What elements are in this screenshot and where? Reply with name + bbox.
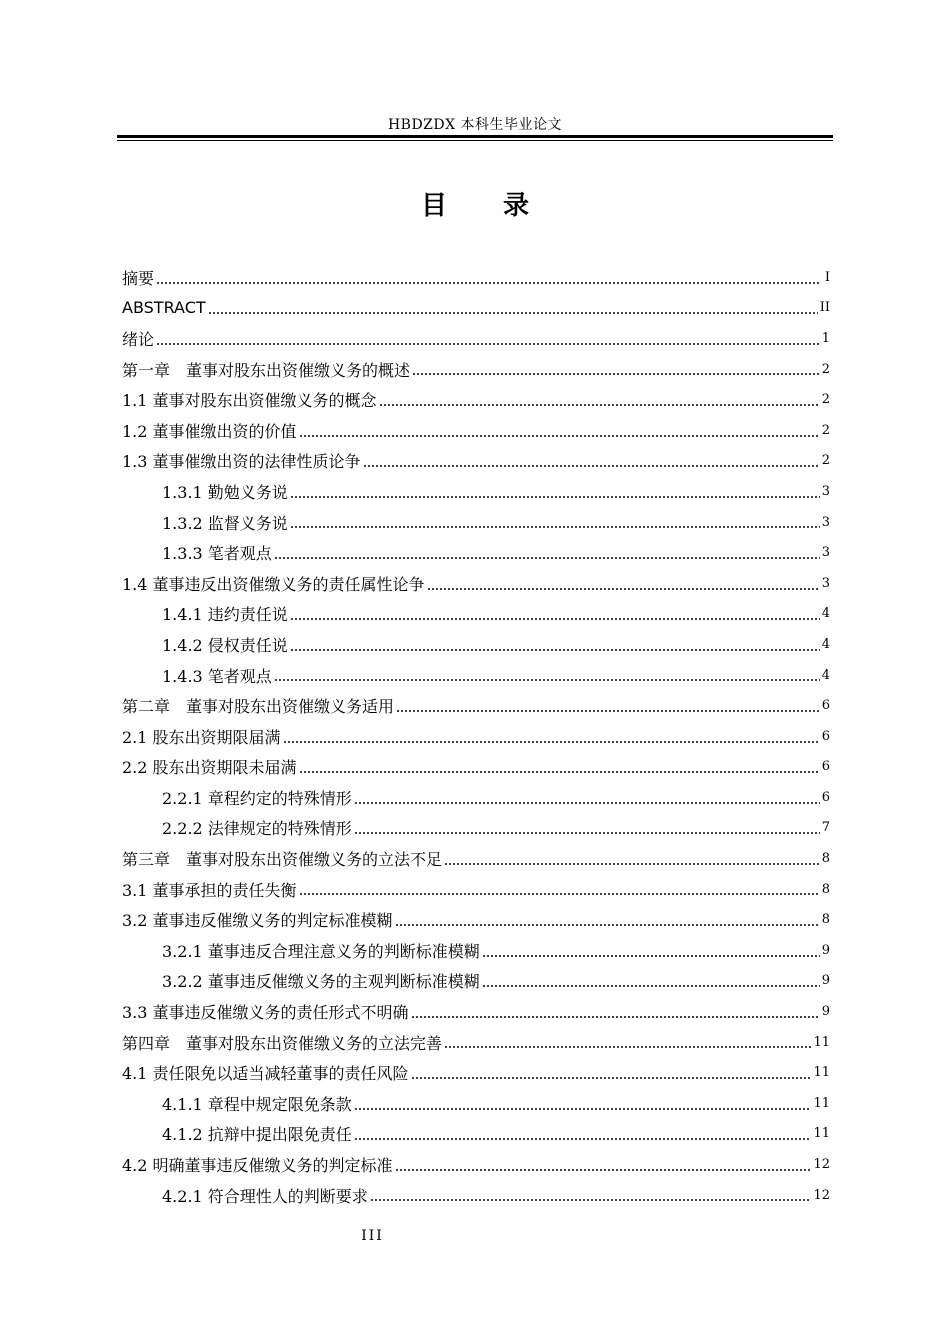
toc-dot-leader — [395, 924, 820, 926]
toc-entry[interactable] — [122, 323, 830, 354]
toc-entry[interactable] — [122, 660, 830, 691]
toc-entry[interactable] — [122, 1180, 830, 1211]
toc-dot-leader — [290, 526, 820, 528]
toc-entry-label: 1.4.1 违约责任说 — [162, 605, 288, 625]
toc-dot-leader — [379, 404, 820, 406]
toc-entry-page: 2 — [821, 453, 830, 469]
toc-dot-leader — [299, 771, 820, 773]
toc-entry-page: 6 — [821, 759, 830, 775]
toc-entry[interactable] — [122, 1027, 830, 1058]
toc-dot-leader — [427, 588, 820, 590]
toc-entry[interactable] — [122, 843, 830, 874]
toc-dot-leader — [290, 618, 820, 620]
toc-entry-page: 8 — [821, 851, 830, 867]
toc-entry-page: 9 — [821, 1004, 830, 1020]
toc-entry-label: 4.1.2 抗辩中提出限免责任 — [162, 1125, 352, 1145]
toc-entry-label: 4.1 责任限免以适当减轻董事的责任风险 — [122, 1064, 409, 1084]
toc-entry-label: 1.4.3 笔者观点 — [162, 666, 272, 686]
toc-entry-page: 6 — [821, 728, 830, 744]
toc-entry-label: 1.3.3 笔者观点 — [162, 544, 272, 564]
toc-entry[interactable] — [122, 1149, 830, 1180]
toc-entry-label: 第三章 董事对股东出资催缴义务的立法不足 — [122, 850, 443, 870]
toc-entry-page: 6 — [821, 789, 830, 805]
toc-dot-leader — [412, 373, 820, 375]
toc-entry[interactable] — [122, 813, 830, 844]
toc-dot-leader — [444, 1046, 811, 1048]
toc-dot-leader — [482, 955, 820, 957]
toc-entry-label: 1.3.2 监督义务说 — [162, 513, 288, 533]
toc-entry-label: 1.4.2 侵权责任说 — [162, 635, 288, 655]
toc-entry-page: 3 — [821, 514, 830, 530]
toc-dot-leader — [354, 802, 820, 804]
toc-entry-page: 2 — [821, 392, 830, 408]
toc-entry-label: 4.2.1 符合理性人的判断要求 — [162, 1186, 368, 1206]
toc-entry-label: 2.2.1 章程约定的特殊情形 — [162, 788, 352, 808]
toc-dot-leader — [299, 435, 820, 437]
toc-entry-page: I — [824, 269, 830, 285]
toc-entry-page: 8 — [821, 912, 830, 928]
toc-entry-label: 摘要 — [122, 268, 155, 288]
toc-entry[interactable] — [122, 537, 830, 568]
toc-entry-label: 4.1.1 章程中规定限免条款 — [162, 1094, 352, 1114]
toc-dot-leader — [156, 282, 820, 284]
page-number: III — [361, 1228, 384, 1244]
toc-entry-page: 2 — [821, 361, 830, 377]
table-of-contents — [122, 262, 830, 1210]
toc-dot-leader — [290, 496, 820, 498]
toc-entry-page: 12 — [813, 1157, 830, 1173]
toc-entry-page: 11 — [813, 1034, 830, 1050]
toc-entry[interactable] — [122, 721, 830, 752]
toc-entry-page: 4 — [821, 667, 830, 683]
toc-entry[interactable] — [122, 904, 830, 935]
toc-entry[interactable] — [122, 966, 830, 997]
toc-entry[interactable] — [122, 476, 830, 507]
toc-dot-leader — [354, 1108, 812, 1110]
toc-entry-label: 2.2 股东出资期限未届满 — [122, 758, 297, 778]
toc-entry-label: 4.2 明确董事违反催缴义务的判定标准 — [122, 1156, 393, 1176]
toc-entry-label: 第一章 董事对股东出资催缴义务的概述 — [122, 360, 411, 380]
toc-entry-label: 1.3 董事催缴出资的法律性质论争 — [122, 452, 361, 472]
toc-entry-label: ABSTRACT — [122, 298, 206, 318]
toc-entry[interactable] — [122, 690, 830, 721]
toc-dot-leader — [395, 1169, 812, 1171]
toc-entry-label: 3.2.2 董事违反催缴义务的主观判断标准模糊 — [162, 972, 480, 992]
toc-entry-page: 4 — [821, 606, 830, 622]
toc-entry-page: 9 — [821, 973, 830, 989]
toc-entry-page: 9 — [821, 942, 830, 958]
toc-entry-page: 11 — [813, 1095, 830, 1111]
title-char-2: 录 — [503, 191, 530, 221]
toc-dot-leader — [396, 710, 820, 712]
toc-entry[interactable] — [122, 782, 830, 813]
toc-dot-leader — [354, 832, 820, 834]
toc-entry-label: 1.4 董事违反出资催缴义务的责任属性论争 — [122, 574, 425, 594]
toc-entry[interactable] — [122, 629, 830, 660]
toc-entry-label: 3.1 董事承担的责任失衡 — [122, 880, 297, 900]
toc-entry-page: 6 — [821, 698, 830, 714]
toc-entry-label: 绪论 — [122, 329, 155, 349]
toc-dot-leader — [411, 1077, 812, 1079]
toc-entry[interactable] — [122, 568, 830, 599]
toc-dot-leader — [370, 1199, 812, 1201]
toc-entry[interactable] — [122, 1119, 830, 1150]
toc-entry-page: 12 — [813, 1187, 830, 1203]
toc-entry-label: 2.2.2 法律规定的特殊情形 — [162, 819, 352, 839]
toc-entry[interactable] — [122, 599, 830, 630]
toc-dot-leader — [363, 465, 820, 467]
toc-dot-leader — [299, 893, 820, 895]
toc-entry[interactable] — [122, 1057, 830, 1088]
toc-entry-label: 第四章 董事对股东出资催缴义务的立法完善 — [122, 1033, 443, 1053]
toc-entry-page: 11 — [813, 1065, 830, 1081]
toc-dot-leader — [290, 649, 820, 651]
toc-dot-leader — [444, 863, 820, 865]
toc-entry[interactable] — [122, 354, 830, 385]
toc-entry[interactable] — [122, 1088, 830, 1119]
title-char-1: 目 — [420, 191, 447, 221]
toc-entry-page: 1 — [821, 330, 830, 346]
toc-entry-page: 2 — [821, 422, 830, 438]
toc-entry-page: 11 — [813, 1126, 830, 1142]
toc-entry[interactable] — [122, 293, 830, 324]
toc-entry-label: 1.3.1 勤勉义务说 — [162, 482, 288, 502]
toc-entry[interactable] — [122, 752, 830, 783]
toc-entry-page: 7 — [821, 820, 830, 836]
header-rule-thick — [117, 135, 833, 138]
toc-entry-label: 3.3 董事违反催缴义务的责任形式不明确 — [122, 1003, 409, 1023]
toc-entry[interactable] — [122, 996, 830, 1027]
page-title — [117, 186, 833, 226]
toc-dot-leader — [274, 557, 820, 559]
toc-entry-page: 8 — [821, 881, 830, 897]
toc-entry-page: 3 — [821, 575, 830, 591]
toc-entry-label: 3.2.1 董事违反合理注意义务的判断标准模糊 — [162, 941, 480, 961]
toc-entry-page: 4 — [821, 636, 830, 652]
toc-entry[interactable] — [122, 446, 830, 477]
toc-dot-leader — [482, 985, 820, 987]
toc-entry-label: 1.2 董事催缴出资的价值 — [122, 421, 297, 441]
header-rule-thin — [117, 140, 833, 141]
toc-entry[interactable] — [122, 384, 830, 415]
toc-entry-label: 1.1 董事对股东出资催缴义务的概念 — [122, 391, 377, 411]
toc-dot-leader — [411, 1016, 820, 1018]
toc-entry[interactable] — [122, 262, 830, 293]
toc-entry-page: 3 — [821, 483, 830, 499]
running-header: HBDZDX 本科生毕业论文 — [387, 117, 563, 133]
toc-dot-leader — [274, 679, 820, 681]
toc-dot-leader — [283, 741, 820, 743]
toc-entry-label: 3.2 董事违反催缴义务的判定标准模糊 — [122, 911, 393, 931]
toc-entry[interactable] — [122, 874, 830, 905]
toc-entry[interactable] — [122, 415, 830, 446]
toc-entry-page: 3 — [821, 545, 830, 561]
toc-entry[interactable] — [122, 507, 830, 538]
toc-dot-leader — [208, 312, 818, 314]
toc-entry[interactable] — [122, 935, 830, 966]
toc-entry-page: II — [819, 300, 830, 316]
toc-entry-label: 2.1 股东出资期限届满 — [122, 727, 281, 747]
toc-dot-leader — [354, 1138, 812, 1140]
toc-dot-leader — [156, 343, 820, 345]
toc-entry-label: 第二章 董事对股东出资催缴义务适用 — [122, 697, 395, 717]
